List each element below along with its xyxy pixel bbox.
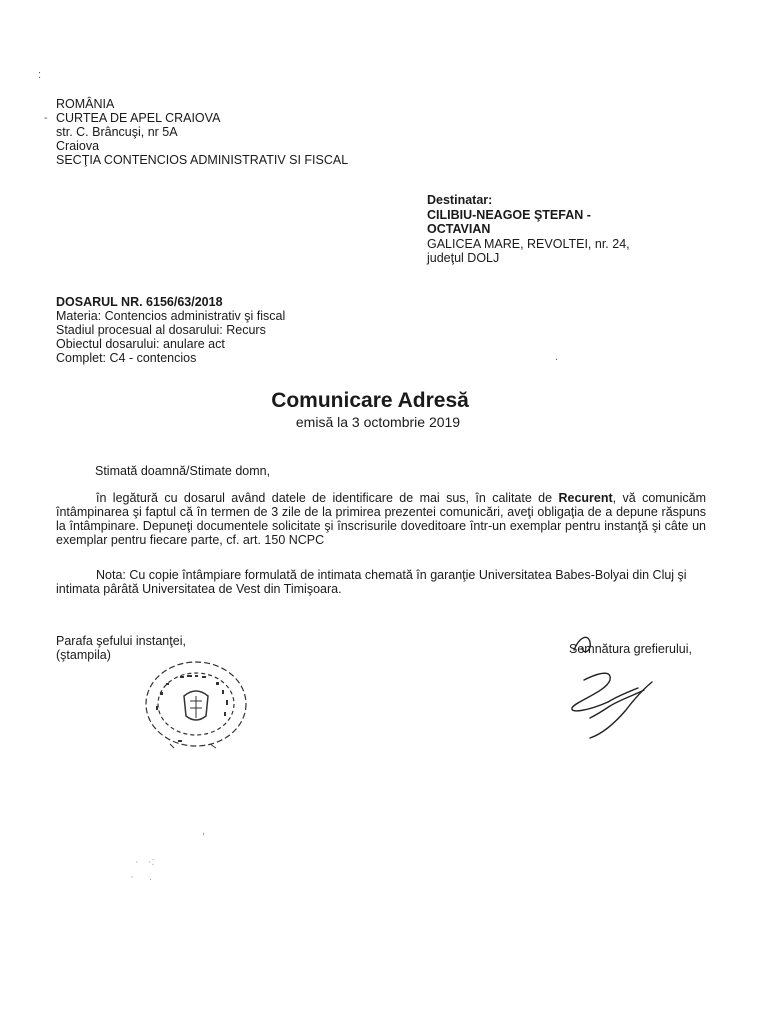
- court-header: [56, 97, 348, 167]
- body-text: în legătură cu dosarul având datele de identificare de mai sus, în calitate de: [96, 491, 559, 505]
- document-subtitle: emisă la 3 octombrie 2019: [295, 414, 461, 430]
- recipient-address: GALICEA MARE, REVOLTEI, nr. 24,: [427, 236, 630, 251]
- scan-mark: · ·:: [135, 856, 155, 868]
- scan-mark: :: [38, 69, 42, 81]
- stamp-label-line: (ştampila): [56, 648, 111, 662]
- note-text: Nota: Cu copie întâmpiare formulată de intimata chemată în garanţie Universitatea Babes-Bolyai din Cluj şi intimata pârâtă Universitatea de Vest din Timişoara.: [56, 568, 687, 596]
- recipient-label: Destinatar:: [427, 193, 493, 207]
- note-paragraph: [56, 568, 706, 596]
- signature-label: Semnătura grefierului,: [569, 642, 692, 656]
- scan-mark: .: [555, 351, 559, 363]
- header-line: SECŢIA CONTENCIOS ADMINISTRATIV SI FISCAL: [56, 153, 349, 167]
- recipient-name: OCTAVIAN: [427, 222, 491, 236]
- case-detail: Obiectul dosarului: anulare act: [56, 337, 225, 351]
- body-paragraph: [56, 491, 706, 547]
- document-title: Comunicare Adresă: [271, 389, 469, 412]
- header-line: Craiova: [56, 139, 100, 153]
- case-detail: Stadiul procesual al dosarului: Recurs: [56, 323, 266, 337]
- body-text: , vă comunicăm întâmpinarea şi faptul că în termen de 3 zile de la primirea prezentei comunicări, aveţi obligaţia de a depune răspuns la întâmpinare. Depuneţi documentele solicitate şi înscrisurile doveditoare într-un exemplar pentru instanţă şi câte un exemplar pentru fiecare parte, cf. art. 150 NCPC: [56, 491, 706, 547]
- recipient-block: [427, 193, 727, 266]
- header-line: ROMÂNIA: [56, 97, 115, 111]
- case-number: DOSARUL NR. 6156/63/2018: [56, 295, 223, 309]
- scan-mark: ,: [202, 825, 206, 837]
- stamp-label-line: Parafa şefului instanţei,: [56, 634, 186, 648]
- case-detail: Complet: C4 - contencios: [56, 351, 197, 365]
- greeting: Stimată doamnă/Stimate domn,: [95, 464, 271, 478]
- recipient-address: judeţul DOLJ: [427, 251, 500, 265]
- scan-mark: · .: [130, 871, 152, 883]
- header-line: CURTEA DE APEL CRAIOVA: [56, 111, 221, 125]
- body-role: Recurent: [558, 491, 613, 505]
- court-stamp: [140, 656, 260, 756]
- case-detail: Materia: Contencios administrativ şi fiscal: [56, 309, 286, 323]
- clerk-signature: [560, 630, 680, 750]
- recipient-name: CILIBIU-NEAGOE ŞTEFAN -: [427, 207, 591, 222]
- scan-mark: -: [44, 112, 48, 124]
- header-line: str. C. Brâncuşi, nr 5A: [56, 125, 178, 139]
- case-block: [56, 295, 285, 365]
